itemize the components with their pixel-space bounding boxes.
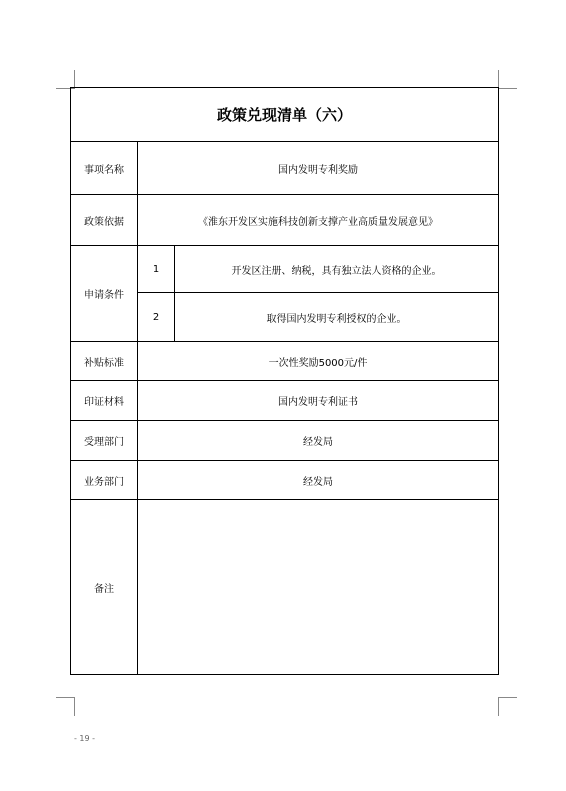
page-number: - 19 - bbox=[74, 734, 96, 743]
crop-mark-top-right bbox=[498, 70, 517, 89]
label-remarks: 备注 bbox=[94, 583, 114, 595]
condition-number-1: 1 bbox=[152, 263, 160, 275]
label-subsidy: 补贴标准 bbox=[84, 357, 124, 369]
value-item-name: 国内发明专利奖励 bbox=[278, 164, 358, 176]
crop-mark-bottom-left bbox=[56, 697, 75, 716]
page-title: 政策兑现清单（六） bbox=[216, 106, 352, 124]
label-business-dept: 业务部门 bbox=[84, 476, 124, 488]
policy-table bbox=[70, 87, 499, 675]
value-accepting-dept: 经发局 bbox=[303, 437, 333, 448]
label-accepting-dept: 受理部门 bbox=[84, 437, 124, 448]
value-remarks bbox=[138, 500, 498, 674]
value-materials: 国内发明专利证书 bbox=[278, 397, 358, 408]
label-conditions: 申请条件 bbox=[84, 290, 124, 301]
value-policy-basis: 《淮东开发区实施科技创新支撑产业高质量发展意见》 bbox=[198, 216, 438, 228]
label-materials: 印证材料 bbox=[84, 397, 124, 408]
value-subsidy: 一次性奖励5000元/件 bbox=[268, 357, 368, 369]
label-item-name: 事项名称 bbox=[84, 164, 124, 176]
condition-text-2: 取得国内发明专利授权的企业。 bbox=[266, 313, 407, 325]
condition-text-1: 开发区注册、纳税，具有独立法人资格的企业。 bbox=[231, 265, 442, 277]
value-business-dept: 经发局 bbox=[303, 476, 333, 488]
condition-number-2: 2 bbox=[152, 311, 160, 323]
crop-mark-bottom-right bbox=[498, 697, 517, 716]
label-policy-basis: 政策依据 bbox=[84, 216, 124, 228]
